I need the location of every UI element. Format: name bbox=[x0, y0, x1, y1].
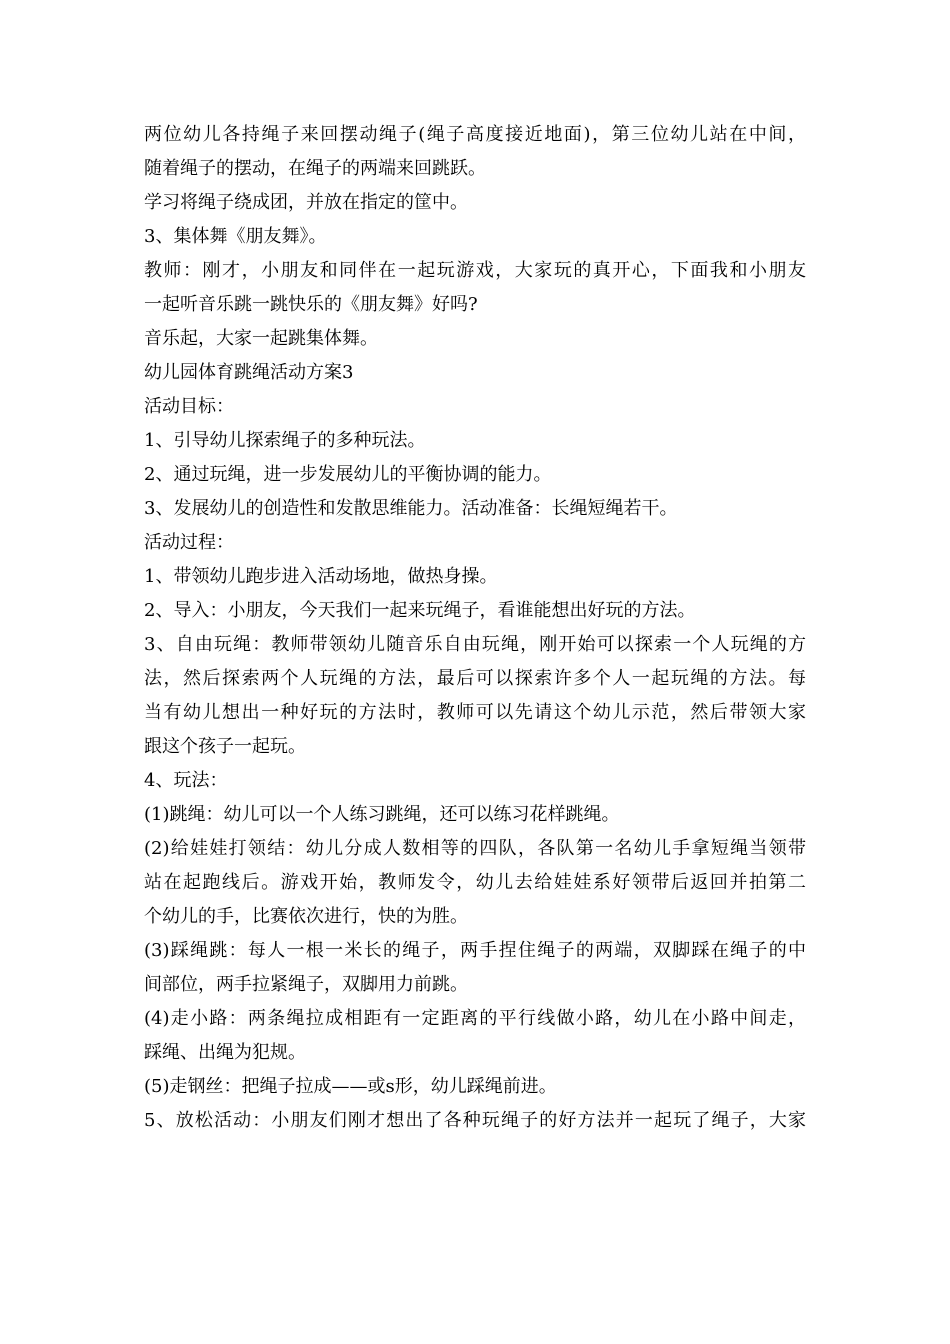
text-line: 3、发展幼儿的创造性和发散思维能力。活动准备：长绳短绳若干。 bbox=[144, 498, 678, 519]
text-line: 个幼儿的手，比赛依次进行，快的为胜。 bbox=[144, 906, 468, 927]
text-line: 2、导入：小朋友，今天我们一起来玩绳子，看谁能想出好玩的方法。 bbox=[144, 600, 696, 621]
text-line: 学习将绳子绕成团，并放在指定的筐中。 bbox=[144, 192, 468, 213]
text-line: 两位幼儿各持绳子来回摆动绳子(绳子高度接近地面)，第三位幼儿站在中间， bbox=[144, 124, 806, 145]
text-line: 一起听音乐跳一跳快乐的《朋友舞》好吗? bbox=[144, 294, 478, 315]
text-line: 5、放松活动：小朋友们刚才想出了各种玩绳子的好方法并一起玩了绳子，大家 bbox=[144, 1110, 806, 1131]
text-line: 3、自由玩绳：教师带领幼儿随音乐自由玩绳，刚开始可以探索一个人玩绳的方 bbox=[144, 634, 806, 655]
text-line: 随着绳子的摆动，在绳子的两端来回跳跃。 bbox=[144, 158, 486, 179]
text-line: 1、引导幼儿探索绳子的多种玩法。 bbox=[144, 430, 426, 451]
text-line: (5)走钢丝：把绳子拉成——或s形，幼儿踩绳前进。 bbox=[144, 1076, 557, 1097]
text-line: 音乐起，大家一起跳集体舞。 bbox=[144, 328, 378, 349]
text-line: 1、带领幼儿跑步进入活动场地，做热身操。 bbox=[144, 566, 498, 587]
text-line: 间部位，两手拉紧绳子，双脚用力前跳。 bbox=[144, 974, 468, 995]
text-line: 活动目标： bbox=[144, 396, 234, 417]
text-line: 活动过程： bbox=[144, 532, 234, 553]
text-line: (2)给娃娃打领结：幼儿分成人数相等的四队，各队第一名幼儿手拿短绳当领带 bbox=[144, 838, 806, 859]
text-line: 踩绳、出绳为犯规。 bbox=[144, 1042, 306, 1063]
text-line: 当有幼儿想出一种好玩的方法时，教师可以先请这个幼儿示范，然后带领大家 bbox=[144, 702, 806, 723]
text-line: 4、玩法： bbox=[144, 770, 228, 791]
text-line: 教师：刚才，小朋友和同伴在一起玩游戏，大家玩的真开心，下面我和小朋友 bbox=[144, 260, 806, 281]
text-line: 站在起跑线后。游戏开始，教师发令，幼儿去给娃娃系好领带后返回并拍第二 bbox=[144, 872, 806, 893]
text-line: 跟这个孩子一起玩。 bbox=[144, 736, 306, 757]
document-body bbox=[144, 118, 806, 1138]
section-heading: 幼儿园体育跳绳活动方案3 bbox=[144, 362, 354, 383]
text-line: 3、集体舞《朋友舞》。 bbox=[144, 226, 327, 247]
text-line: 法，然后探索两个人玩绳的方法，最后可以探索许多个人一起玩绳的方法。每 bbox=[144, 668, 806, 689]
text-line: 2、通过玩绳，进一步发展幼儿的平衡协调的能力。 bbox=[144, 464, 552, 485]
text-line: (4)走小路：两条绳拉成相距有一定距离的平行线做小路，幼儿在小路中间走， bbox=[144, 1008, 806, 1029]
text-line: (3)踩绳跳：每人一根一米长的绳子，两手捏住绳子的两端，双脚踩在绳子的中 bbox=[144, 940, 806, 961]
text-line: (1)跳绳：幼儿可以一个人练习跳绳，还可以练习花样跳绳。 bbox=[144, 804, 620, 825]
